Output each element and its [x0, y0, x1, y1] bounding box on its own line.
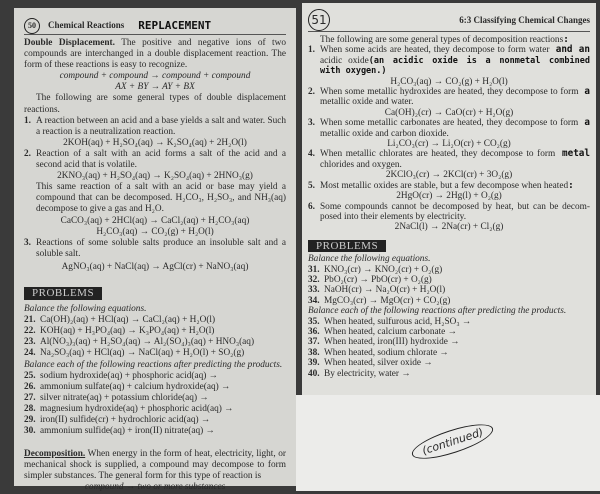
problem-item	[308, 265, 590, 275]
list-item: 4. When metallic chlorates are heated, they decompose to form metal chlorides and oxygen.	[308, 148, 590, 170]
left-page	[14, 8, 296, 493]
equation: 2HgO(cr) → 2Hg(l) + O₂(g)	[396, 191, 502, 202]
problem-text: PbO₂(cr) → PbO(cr) + O₂(g)	[324, 274, 432, 285]
equation: CaCO₃(aq) + 2HCl(aq) → CaCl₂(aq) + H₂CO₃(aq)	[60, 215, 250, 226]
problem-item	[24, 393, 286, 404]
same-reaction-text: This same reaction of a salt with an acid or base may yield a compound that can be decomposed. H₂CO₃, H₂SO₃, and NH₃(aq) decompose to give a gas and H₂O.	[36, 182, 286, 215]
page-number: 51	[308, 9, 330, 31]
instruction: Balance the following equations.	[24, 304, 147, 315]
problem-item	[308, 358, 590, 368]
problem-item	[308, 296, 590, 306]
general-form: compound + compound → compound + compound	[59, 71, 251, 82]
problem-number: 36.	[308, 326, 320, 337]
problem-text: Na₂SO₃(aq) + HCl(aq) → NaCl(aq) + H₂O(l) + SO₂(g)	[40, 348, 245, 359]
problem-number: 40.	[308, 368, 320, 379]
problem-number: 39.	[308, 358, 320, 369]
list-item: 1. A reaction between an acid and a base yields a salt and water. Such a reaction is a neutralization reaction.	[24, 115, 286, 137]
types-intro: The following are some general types of decomposition reactions:	[320, 34, 569, 45]
instruction: Balance the following equations.	[308, 254, 431, 265]
equation: 2KOH(aq) + H₂SO₄(aq) → K₂SO₄(aq) + 2H₂O(l)	[63, 137, 247, 148]
problem-text: Al(NO₃)₃(aq) + H₂SO₄(aq) → Al₂(SO₄)₃(aq) + HNO₃(aq)	[40, 337, 255, 348]
equation: 2KNO₃(aq) + H₂SO₄(aq) → K₂SO₄(aq) + 2HNO₃(g)	[57, 171, 253, 182]
equation: AgNO₃(aq) + NaCl(aq) → AgCl(cr) + NaNO₃(aq)	[61, 261, 249, 272]
problem-number: 27.	[24, 392, 36, 403]
instruction: Balance each of the following reactions after predicting the products.	[308, 306, 567, 317]
problem-text: By electricity, water →	[324, 368, 411, 379]
problem-number: 38.	[308, 347, 320, 358]
problem-item	[308, 337, 590, 347]
problem-text: When heated, sulfurous acid, H₂SO₃ →	[324, 316, 472, 327]
problem-text: When heated, calcium carbonate →	[324, 326, 457, 337]
problem-item	[308, 369, 590, 379]
page-header	[308, 9, 590, 32]
problem-number: 29.	[24, 415, 36, 425]
problem-number: 21.	[24, 315, 36, 326]
problem-number: 31.	[308, 264, 320, 275]
problem-number: 25.	[24, 370, 36, 381]
header-title: 6:3 Classifying Chemical Changes	[459, 14, 590, 25]
equation: 2KClO₃(cr) → 2KCl(cr) + 3O₂(g)	[385, 170, 513, 181]
problem-item	[308, 327, 590, 337]
instruction: Balance each of the following reactions after predicting the products.	[24, 359, 283, 370]
problem-number: 33.	[308, 285, 320, 296]
list-item: 3. Reactions of some soluble salts produce an insoluble salt and a soluble salt.	[24, 237, 286, 259]
list-item: 1. When some acids are heated, they decompose to form water and an acidic oxide(an acidic oxide is a nonmetal combined with oxygen.)	[308, 44, 590, 77]
problem-number: 24.	[24, 348, 36, 359]
list-item: 3. When some metallic carbonates are heated, they decompose to form a metallic oxide and carbon dioxide.	[308, 117, 590, 139]
general-equation: AX + BY → AY + BX	[115, 82, 195, 93]
problem-text: iron(II) sulfide(cr) + hydrochloric acid(aq) →	[40, 415, 211, 425]
equation: H₂CO₃(aq) → CO₂(g) + H₂O(l)	[390, 76, 508, 87]
problem-number: 22.	[24, 326, 36, 337]
problem-number: 30.	[24, 426, 36, 437]
intro-paragraph: Double Displacement. The positive and negative ions of two compounds are interchanged in a double displacement reaction. The form of these reactions is easy to recognize.	[24, 38, 286, 71]
page-number: 50	[24, 18, 40, 34]
problem-item	[308, 317, 590, 327]
header-title: Chemical Reactions	[48, 20, 125, 31]
problem-item	[24, 337, 286, 348]
list-item: 6. Some compounds cannot be decomposed by heat, but can be decom- posed into their elements by electricity.	[308, 201, 590, 222]
list-item: 2. Reaction of a salt with an acid forms a salt of the acid and a second acid that is volatile.	[24, 148, 286, 171]
right-page	[302, 3, 596, 395]
problem-item	[24, 426, 286, 437]
problem-number: 26.	[24, 381, 36, 392]
problem-item	[308, 285, 590, 295]
problem-number: 23.	[24, 337, 36, 348]
problem-text: silver nitrate(aq) + potassium chloride(aq) →	[40, 392, 209, 403]
problem-item	[24, 348, 286, 359]
problem-number: 32.	[308, 274, 320, 285]
problem-item	[24, 371, 286, 382]
problem-text: MgCO₃(cr) → MgO(cr) + CO₂(g)	[324, 295, 451, 306]
list-item: 2. When some metallic hydroxides are heated, they decompose to form a metallic oxide and water.	[308, 86, 590, 108]
problems-heading: PROBLEMS	[308, 240, 386, 252]
types-intro: The following are some general types of double displacement reactions.	[24, 93, 286, 115]
problem-item	[24, 404, 286, 415]
problem-item	[24, 326, 286, 337]
problems-heading: PROBLEMS	[24, 287, 102, 300]
handwritten-annotation: REPLACEMENT	[138, 19, 212, 33]
problem-text: sodium hydroxide(aq) + phosphoric acid(aq) →	[40, 370, 218, 381]
problem-text: When heated, iron(III) hydroxide →	[324, 337, 460, 348]
problem-text: When heated, silver oxide →	[324, 358, 433, 369]
problem-text: ammonium sulfide(aq) + iron(II) nitrate(aq) →	[40, 426, 215, 437]
decomposition-paragraph: Decomposition. When energy in the form of heat, electricity, light, or mechanical shock is supplied, a compound may decompose to form simpler substances. The general form for this type of reaction is	[24, 449, 286, 482]
problem-item	[24, 315, 286, 326]
problem-number: 28.	[24, 403, 36, 414]
equation: Ca(OH)₂(cr) → CaO(cr) + H₂O(g)	[384, 107, 514, 118]
problem-item	[308, 275, 590, 285]
problem-number: 35.	[308, 316, 320, 327]
handwritten-note: (continued)	[409, 417, 497, 465]
problem-text: NaOH(cr) → Na₂O(cr) + H₂O(l)	[324, 285, 446, 296]
problem-text: Ca(OH)₂(aq) + HCl(aq) → CaCl₂(aq) + H₂O(l)	[40, 315, 216, 326]
problem-text: ammonium sulfate(aq) + calcium hydroxide(aq) →	[40, 381, 231, 392]
problem-number: 34.	[308, 295, 320, 306]
problem-text: magnesium hydroxide(aq) + phosphoric acid(aq) →	[40, 403, 234, 414]
problem-text: When heated, sodium chlorate →	[324, 347, 449, 358]
problem-text: KOH(aq) + H₃PO₄(aq) → K₃PO₄(aq) + H₂O(l)	[40, 326, 215, 337]
problem-number: 37.	[308, 337, 320, 348]
equation: Li₂CO₃(cr) → Li₂O(cr) + CO₂(g)	[387, 139, 511, 150]
problem-text: KNO₃(cr) → KNO₂(cr) + O₂(g)	[324, 264, 443, 275]
decomposition-form: compound → two or more substances	[84, 482, 226, 493]
problem-item	[24, 382, 286, 393]
problem-item	[24, 415, 286, 426]
equation: H₂CO₃(aq) → CO₂(g) + H₂O(l)	[96, 226, 214, 237]
list-item: 5. Most metallic oxides are stable, but a few decompose when heated:	[308, 179, 574, 191]
problem-item	[308, 348, 590, 358]
page-header	[24, 18, 286, 35]
equation: 2NaCl(l) → 2Na(cr) + Cl₂(g)	[394, 222, 504, 233]
